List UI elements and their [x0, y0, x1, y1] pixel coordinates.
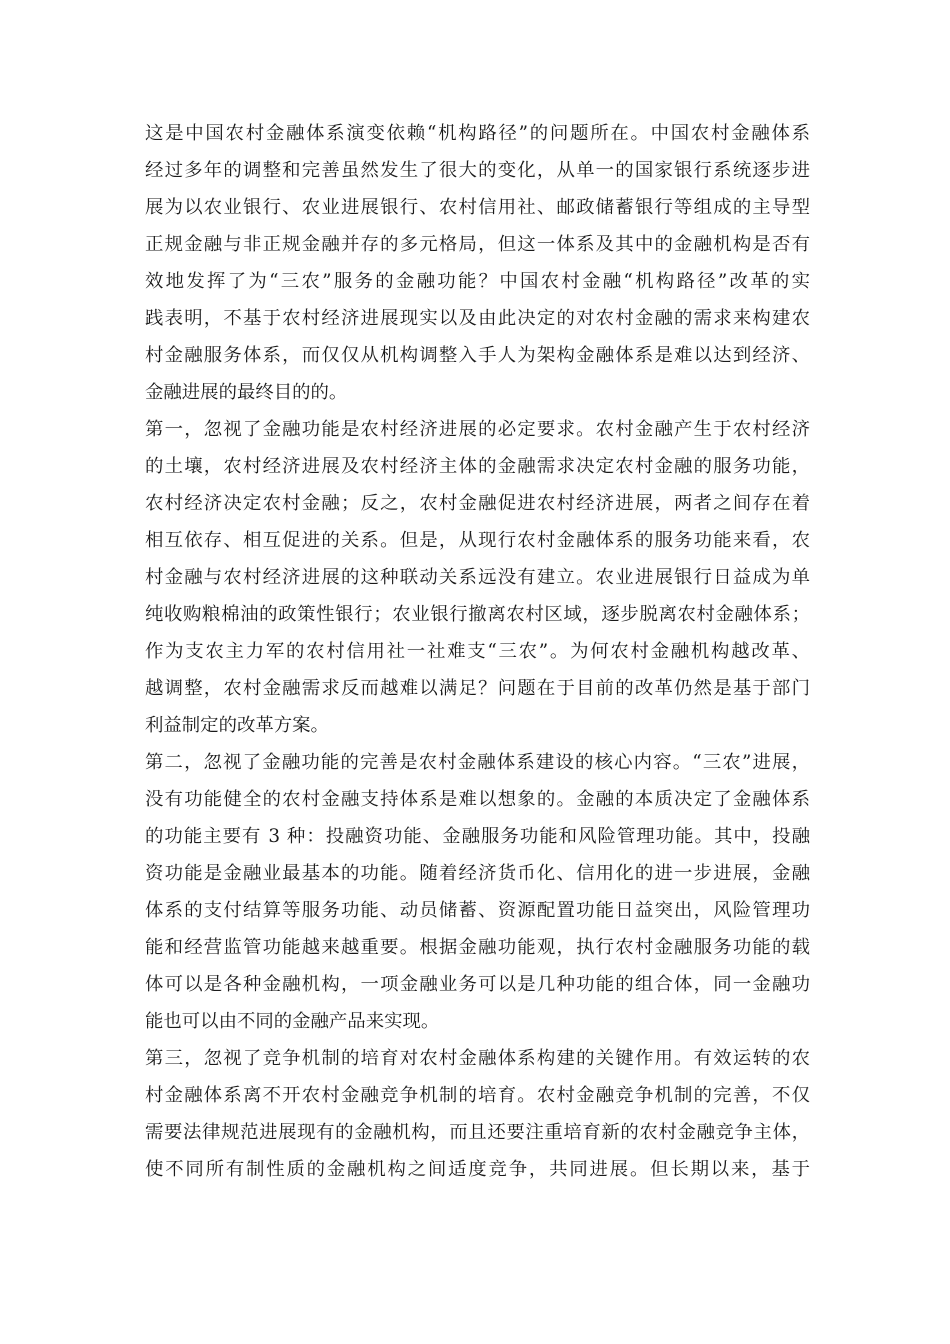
document-body: [145, 115, 810, 1188]
text-line: 的土壤，农村经济进展及农村经济主体的金融需求决定农村金融的服务功能，: [145, 456, 810, 477]
text-line: 越调整，农村金融需求反而越难以满足？问题在于目前的改革仍然是基于部门: [145, 678, 810, 699]
text-line: 体可以是各种金融机构，一项金融业务可以是几种功能的组合体，同一金融功: [145, 974, 810, 995]
paragraph-first-point: [145, 411, 810, 744]
text-line: 效地发挥了为“三农”服务的金融功能？中国农村金融“机构路径”改革的实: [145, 271, 810, 292]
text-line: 能也可以由不同的金融产品来实现。: [145, 1011, 440, 1032]
text-line: 村金融服务体系，而仅仅从机构调整入手人为架构金融体系是难以达到经济、: [145, 345, 810, 366]
text-line: 第三，忽视了竞争机制的培育对农村金融体系构建的关键作用。有效运转的农: [145, 1048, 810, 1069]
text-line: 第一，忽视了金融功能是农村经济进展的必定要求。农村金融产生于农村经济: [145, 419, 810, 440]
text-line: 正规金融与非正规金融并存的多元格局，但这一体系及其中的金融机构是否有: [145, 234, 810, 255]
paragraph-third-point: [145, 1040, 810, 1188]
text-line: 的功能主要有 3 种：投融资功能、金融服务功能和风险管理功能。其中，投融: [145, 826, 810, 847]
paragraph-intro: [145, 115, 810, 411]
text-line: 农村经济决定农村金融；反之，农村金融促进农村经济进展，两者之间存在着: [145, 493, 810, 514]
paragraph-second-point: [145, 744, 810, 1040]
text-line: 践表明，不基于农村经济进展现实以及由此决定的对农村金融的需求来构建农: [145, 308, 810, 329]
text-line: 经过多年的调整和完善虽然发生了很大的变化，从单一的国家银行系统逐步进: [145, 160, 810, 181]
text-line: 资功能是金融业最基本的功能。随着经济货币化、信用化的进一步进展，金融: [145, 863, 810, 884]
text-line: 展为以农业银行、农业进展银行、农村信用社、邮政储蓄银行等组成的主导型: [145, 197, 810, 218]
text-line: 村金融体系离不开农村金融竞争机制的培育。农村金融竞争机制的完善，不仅: [145, 1085, 810, 1106]
text-line: 金融进展的最终目的的。: [145, 382, 348, 403]
text-line: 能和经营监管功能越来越重要。根据金融功能观，执行农村金融服务功能的载: [145, 937, 810, 958]
text-line: 这是中国农村金融体系演变依赖“机构路径”的问题所在。中国农村金融体系: [145, 123, 810, 144]
text-line: 使不同所有制性质的金融机构之间适度竞争，共同进展。但长期以来，基于: [145, 1159, 810, 1180]
text-line: 相互依存、相互促进的关系。但是，从现行农村金融体系的服务功能来看，农: [145, 530, 810, 551]
text-line: 利益制定的改革方案。: [145, 715, 329, 736]
text-line: 作为支农主力军的农村信用社一社难支“三农”。为何农村金融机构越改革、: [145, 641, 810, 662]
text-line: 没有功能健全的农村金融支持体系是难以想象的。金融的本质决定了金融体系: [145, 789, 810, 810]
text-line: 村金融与农村经济进展的这种联动关系远没有建立。农业进展银行日益成为单: [145, 567, 810, 588]
text-line: 体系的支付结算等服务功能、动员储蓄、资源配置功能日益突出，风险管理功: [145, 900, 810, 921]
text-line: 纯收购粮棉油的政策性银行；农业银行撤离农村区域，逐步脱离农村金融体系；: [145, 604, 810, 625]
text-line: 第二，忽视了金融功能的完善是农村金融体系建设的核心内容。“三农”进展，: [145, 752, 810, 773]
text-line: 需要法律规范进展现有的金融机构，而且还要注重培育新的农村金融竞争主体，: [145, 1122, 810, 1143]
